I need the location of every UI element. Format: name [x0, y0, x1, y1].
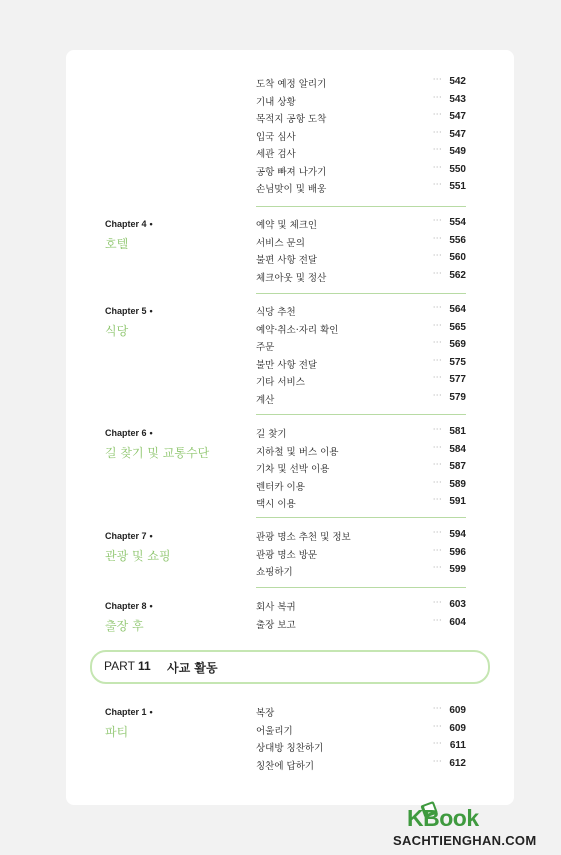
toc-entry[interactable] — [256, 129, 466, 146]
toc-entry[interactable] — [256, 374, 466, 391]
entry-page: 599 — [449, 564, 466, 575]
leader-dots: ··· — [432, 251, 442, 260]
chapter-label — [105, 306, 153, 316]
leader-dots: ··· — [432, 268, 442, 278]
entry-page: 591 — [449, 496, 466, 507]
toc-entry[interactable] — [256, 111, 466, 128]
entry-label: 어울리기 — [256, 725, 293, 737]
entry-label: 손님맞이 및 배웅 — [256, 184, 327, 195]
toc-entry[interactable] — [256, 217, 466, 234]
leader-dots: ··· — [432, 598, 442, 607]
toc-entry[interactable] — [256, 339, 466, 356]
section-divider — [256, 414, 466, 415]
entry-page: 612 — [449, 757, 466, 769]
entry-page: 604 — [449, 616, 466, 628]
chapter-title[interactable]: 관광 및 쇼핑 — [105, 549, 171, 563]
watermark-logo: KBook — [407, 805, 479, 831]
leader-dots: ··· — [432, 320, 442, 330]
entry-label: 불만 사항 전달 — [256, 359, 318, 371]
part-header[interactable] — [90, 650, 490, 684]
leader-dots: ··· — [432, 127, 442, 137]
leader-dots: ··· — [432, 110, 442, 119]
leader-dots: ··· — [432, 92, 442, 102]
entry-page: 564 — [449, 304, 466, 315]
toc-entry[interactable] — [256, 304, 466, 321]
leader-dots: ··· — [432, 460, 442, 469]
toc-entry[interactable] — [256, 617, 466, 634]
toc-entry[interactable] — [256, 146, 466, 163]
entry-label: 불편 사항 전달 — [256, 255, 318, 266]
leader-dots: ··· — [432, 721, 442, 731]
chapter-number: Chapter 1 — [105, 707, 147, 717]
entry-page: 569 — [449, 339, 466, 350]
entry-label: 기차 및 선박 이용 — [256, 464, 330, 475]
leader-dots: ··· — [432, 180, 442, 189]
chapter-title[interactable]: 길 찾기 및 교통수단 — [105, 446, 210, 460]
toc-entry[interactable] — [256, 392, 466, 409]
leader-dots: ··· — [432, 373, 442, 382]
chapter-title[interactable]: 파티 — [105, 725, 129, 739]
leader-dots: ··· — [432, 528, 442, 537]
chapter-title[interactable]: 출장 후 — [105, 619, 144, 633]
chapter-label — [105, 219, 153, 229]
leader-dots: ··· — [432, 704, 442, 713]
section-divider — [256, 206, 466, 207]
toc-entry[interactable] — [256, 76, 466, 93]
entry-page: 562 — [449, 269, 466, 281]
leader-dots: ··· — [432, 390, 442, 400]
chapter-title[interactable]: 호텔 — [105, 237, 129, 251]
watermark — [393, 805, 553, 853]
section-divider — [256, 517, 466, 518]
entry-label: 목적지 공항 도착 — [256, 114, 327, 125]
part-prefix: PART — [104, 659, 135, 673]
entry-page: 560 — [449, 252, 466, 263]
toc-page — [66, 50, 514, 805]
toc-entry[interactable] — [256, 461, 466, 478]
entry-label: 체크아웃 및 정산 — [256, 272, 327, 284]
chapter-number: Chapter 7 — [105, 531, 147, 541]
bullet-icon: • — [149, 707, 153, 717]
leader-dots: ··· — [432, 216, 442, 225]
leader-dots: ··· — [432, 303, 442, 312]
entry-label: 세관 검사 — [256, 149, 296, 160]
entry-label: 길 찾기 — [256, 429, 287, 440]
entry-label: 공항 빠져 나가기 — [256, 166, 327, 178]
entry-label: 관광 명소 방문 — [256, 549, 318, 561]
entry-page: 609 — [449, 722, 466, 734]
chapter-label — [105, 428, 153, 438]
toc-entry[interactable] — [256, 547, 466, 564]
entry-page: 550 — [449, 163, 466, 175]
leader-dots: ··· — [432, 162, 442, 172]
leader-dots: ··· — [432, 477, 442, 487]
toc-entry[interactable] — [256, 529, 466, 546]
entry-page: 609 — [449, 705, 466, 716]
entry-label: 회사 복귀 — [256, 602, 296, 613]
leader-dots: ··· — [432, 355, 442, 365]
entry-label: 렌터카 이용 — [256, 481, 305, 493]
section-divider — [256, 587, 466, 588]
toc-entry[interactable] — [256, 94, 466, 111]
toc-entry[interactable] — [256, 426, 466, 443]
entry-page: 577 — [449, 374, 466, 385]
toc-entry[interactable] — [256, 164, 466, 181]
leader-dots: ··· — [432, 425, 442, 434]
leader-dots: ··· — [432, 545, 442, 555]
toc-entry[interactable] — [256, 270, 466, 287]
toc-entry[interactable] — [256, 705, 466, 722]
toc-entry[interactable] — [256, 479, 466, 496]
toc-entry[interactable] — [256, 181, 466, 198]
chapter-number: Chapter 5 — [105, 306, 147, 316]
leader-dots: ··· — [432, 739, 442, 748]
entry-label: 지하철 및 버스 이용 — [256, 446, 339, 458]
part-title: 사교 활동 — [167, 661, 218, 675]
leader-dots: ··· — [432, 233, 442, 243]
entry-label: 도착 예정 알리기 — [256, 79, 327, 90]
entry-page: 594 — [449, 529, 466, 540]
leader-dots: ··· — [432, 442, 442, 452]
entry-page: 551 — [449, 181, 466, 192]
bullet-icon: • — [149, 219, 153, 229]
toc-entry[interactable] — [256, 322, 466, 339]
part-index: 11 — [138, 659, 151, 673]
leader-dots: ··· — [432, 75, 442, 84]
entry-page: 565 — [449, 321, 466, 333]
bullet-icon: • — [149, 428, 153, 438]
entry-label: 예약·취소·자리 확인 — [256, 324, 339, 336]
chapter-title[interactable]: 식당 — [105, 324, 129, 338]
toc-entry[interactable] — [256, 740, 466, 757]
leader-dots: ··· — [432, 338, 442, 347]
entry-label: 복장 — [256, 708, 275, 719]
entry-label: 쇼핑하기 — [256, 567, 293, 578]
bullet-icon: • — [149, 306, 153, 316]
entry-page: 581 — [449, 426, 466, 437]
leader-dots: ··· — [432, 615, 442, 625]
entry-label: 입국 심사 — [256, 131, 296, 143]
entry-page: 543 — [449, 93, 466, 105]
toc-entry[interactable] — [256, 357, 466, 374]
chapter-label — [105, 707, 153, 717]
entry-label: 예약 및 체크인 — [256, 220, 318, 231]
bullet-icon: • — [149, 531, 153, 541]
toc-entry[interactable] — [256, 252, 466, 269]
toc-entry[interactable] — [256, 444, 466, 461]
leader-dots: ··· — [432, 756, 442, 766]
toc-entry[interactable] — [256, 758, 466, 775]
part-number — [104, 659, 151, 673]
chapter-label — [105, 531, 153, 541]
entry-label: 주문 — [256, 342, 275, 353]
watermark-site: SACHTIENGHAN.COM — [393, 833, 537, 848]
entry-label: 택시 이용 — [256, 499, 296, 510]
toc-entry[interactable] — [256, 723, 466, 740]
entry-label: 서비스 문의 — [256, 237, 305, 249]
leader-dots: ··· — [432, 495, 442, 504]
toc-entry[interactable] — [256, 235, 466, 252]
section-divider — [256, 293, 466, 294]
bullet-icon: • — [149, 601, 153, 611]
leader-dots: ··· — [432, 145, 442, 154]
chapter-number: Chapter 4 — [105, 219, 147, 229]
entry-label: 기타 서비스 — [256, 377, 305, 388]
entry-page: 549 — [449, 146, 466, 157]
entry-page: 596 — [449, 546, 466, 558]
entry-label: 식당 추천 — [256, 307, 296, 318]
entry-page: 587 — [449, 461, 466, 472]
toc-entry[interactable] — [256, 564, 466, 581]
entry-page: 575 — [449, 356, 466, 368]
entry-page: 547 — [449, 111, 466, 122]
entry-page: 611 — [449, 740, 466, 751]
entry-label: 계산 — [256, 394, 275, 406]
toc-entry[interactable] — [256, 496, 466, 513]
entry-page: 603 — [449, 599, 466, 610]
entry-page: 584 — [449, 443, 466, 455]
leader-dots: ··· — [432, 563, 442, 572]
entry-label: 출장 보고 — [256, 619, 296, 631]
chapter-label — [105, 601, 153, 611]
entry-label: 칭찬에 답하기 — [256, 760, 315, 772]
entry-page: 589 — [449, 478, 466, 490]
entry-page: 579 — [449, 391, 466, 403]
entry-page: 542 — [449, 76, 466, 87]
entry-label: 상대방 칭찬하기 — [256, 743, 324, 754]
entry-label: 관광 명소 추천 및 정보 — [256, 532, 351, 543]
entry-page: 556 — [449, 234, 466, 246]
entry-label: 기내 상황 — [256, 96, 296, 108]
chapter-number: Chapter 8 — [105, 601, 147, 611]
entry-page: 554 — [449, 217, 466, 228]
chapter-number: Chapter 6 — [105, 428, 147, 438]
toc-entry[interactable] — [256, 599, 466, 616]
entry-page: 547 — [449, 128, 466, 140]
